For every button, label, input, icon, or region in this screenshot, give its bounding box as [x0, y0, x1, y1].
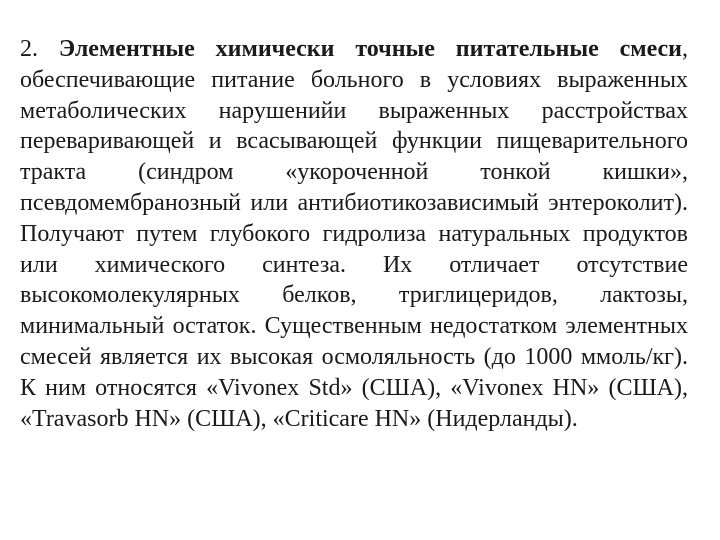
paragraph-text: [20, 34, 688, 434]
paragraph-heading: Элементные химически точные питательные смеси: [58, 36, 683, 62]
paragraph-body: , обеспечивающие питание больного в условиях выраженных метаболических нарушенийи выраженных расстройствах переваривающей и всасывающей функции пищеварительного тракта (синдром «укороченной тонкой кишки», псевдомембранозный или антибиотикозависимый энтероколит). Получают путем глубокого гидролиза натуральных продуктов или химического синтеза. Их отличает отсутствие высокомолекулярных белков, триглицеридов, лактозы, минимальный остаток. Существенным недостатком элементных смесей является их высокая осмоляльность (до 1000 ммоль/кг). К ним относятся «Vivonex Std» (США), «Vivonex HN» (США), «Travasorb HN» (США), «Criticare HN» (Нидерланды).: [20, 36, 689, 432]
paragraph-number: 2.: [20, 36, 38, 62]
